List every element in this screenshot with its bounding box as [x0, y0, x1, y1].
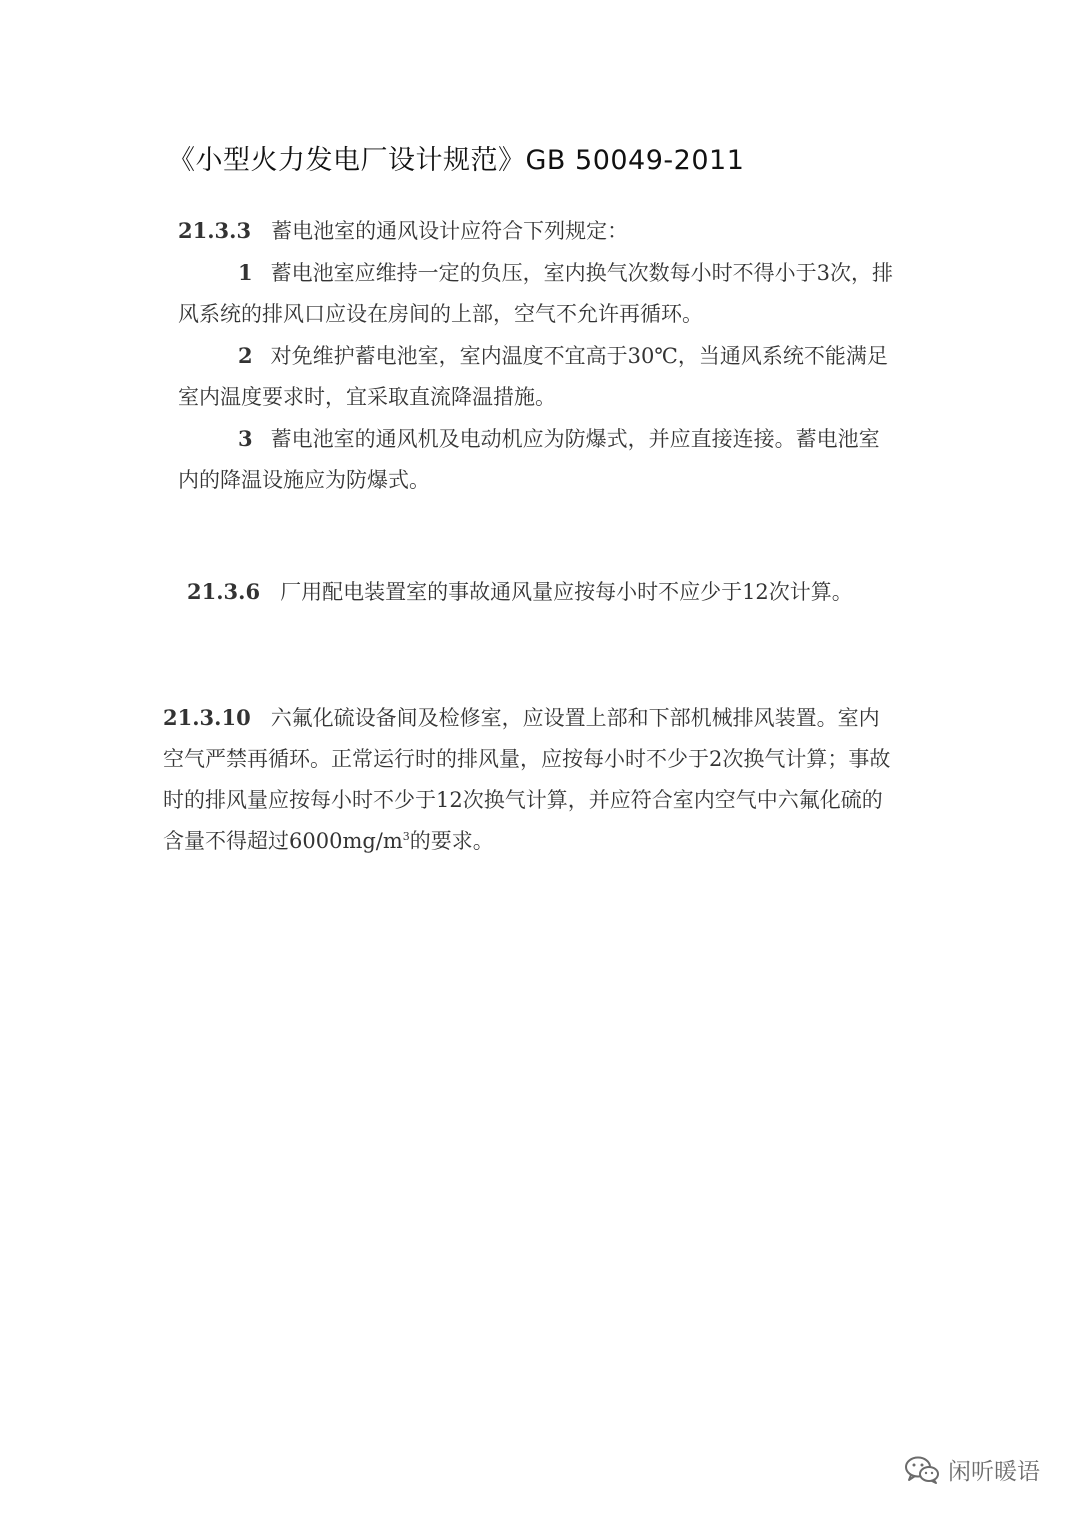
item-number: 2	[238, 343, 253, 368]
clause-number: 21.3.3	[178, 218, 252, 243]
clause-body	[163, 697, 891, 862]
wechat-icon	[904, 1455, 940, 1485]
item-text: 对免维护蓄电池室，室内温度不宜高于30℃，当通风系统不能满足室内温度要求时，宜采取直流降温措施。	[178, 344, 888, 409]
clause-text: 六氟化硫设备间及检修室，应设置上部和下部机械排风装置。室内空气严禁再循环。正常运行时的排风量，应按每小时不少于2次换气计算；事故时的排风量应按每小时不少于12次换气计算，并应符合室内空气中六氟化硫的含量不得超过6000mg/m	[163, 706, 891, 853]
clause-21-3-6	[187, 571, 912, 613]
item-text: 蓄电池室的通风机及电动机应为防爆式，并应直接连接。蓄电池室内的降温设施应为防爆式。	[178, 427, 880, 492]
clause-number: 21.3.6	[187, 579, 261, 604]
clause-21-3-3	[178, 210, 898, 501]
unit-superscript: 3	[402, 830, 410, 843]
clause-heading	[178, 210, 898, 252]
clause-text-tail: 的要求。	[409, 829, 494, 853]
clause-21-3-10	[163, 697, 891, 862]
clause-body	[187, 571, 912, 613]
watermark	[904, 1453, 1040, 1486]
clause-text: 厂用配电装置室的事故通风量应按每小时不应少于12次计算。	[280, 580, 853, 604]
item-number: 1	[238, 260, 253, 285]
item-text: 蓄电池室应维持一定的负压，室内换气次数每小时不得小于3次，排风系统的排风口应设在房间的上部，空气不允许再循环。	[178, 261, 893, 326]
clause-heading-text: 蓄电池室的通风设计应符合下列规定：	[271, 219, 629, 243]
document-title: 《小型火力发电厂设计规范》GB 50049-2011	[168, 145, 745, 176]
clause-item-3	[178, 418, 898, 501]
clause-item-1	[178, 252, 898, 335]
item-number: 3	[238, 426, 253, 451]
clause-number: 21.3.10	[163, 705, 251, 730]
clause-item-2	[178, 335, 898, 418]
watermark-text: 闲听暖语	[948, 1459, 1040, 1485]
